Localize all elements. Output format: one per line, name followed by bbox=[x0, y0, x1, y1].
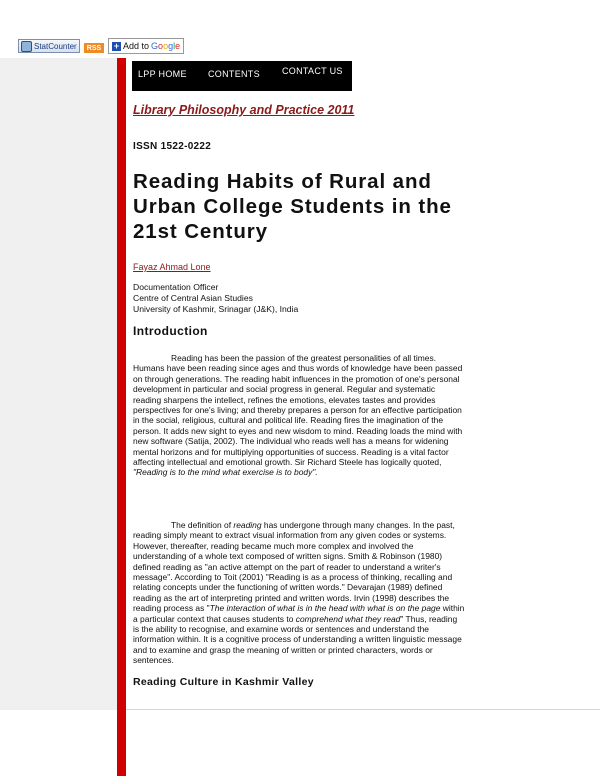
statcounter-icon bbox=[21, 41, 32, 52]
affiliation-line: University of Kashmir, Srinagar (J&K), India bbox=[133, 304, 299, 314]
affiliation-line: Documentation Officer bbox=[133, 282, 219, 292]
statcounter-badge[interactable] bbox=[18, 39, 80, 53]
nav-contents[interactable]: CONTENTS bbox=[208, 69, 260, 79]
left-margin-panel bbox=[0, 58, 117, 710]
author-affiliation bbox=[133, 282, 298, 315]
page-divider bbox=[126, 709, 600, 710]
issn: ISSN 1522-0222 bbox=[133, 141, 212, 152]
journal-link[interactable]: Library Philosophy and Practice 2011 bbox=[133, 103, 355, 117]
plus-icon: + bbox=[113, 40, 120, 51]
rss-badge[interactable]: RSS bbox=[84, 43, 104, 53]
google-wordmark: Google bbox=[151, 41, 181, 51]
add-to-google-button[interactable] bbox=[108, 38, 184, 54]
statcounter-label: StatCounter bbox=[34, 41, 77, 51]
badge-row bbox=[18, 38, 184, 54]
nav-lpp-home[interactable]: LPP HOME bbox=[138, 69, 187, 79]
affiliation-line: Centre of Central Asian Studies bbox=[133, 293, 253, 303]
add-to-label: Add to bbox=[123, 41, 150, 51]
red-side-rule bbox=[117, 58, 126, 776]
author-link[interactable]: Fayaz Ahmad Lone bbox=[133, 262, 211, 272]
nav-contact-us[interactable]: CONTACT US bbox=[282, 66, 343, 76]
section-heading-introduction: Introduction bbox=[133, 324, 208, 338]
section-heading-reading-culture: Reading Culture in Kashmir Valley bbox=[133, 676, 314, 688]
paragraph: The definition of reading has undergone through many changes. In the past, reading simply meant to extract visual information from any given codes or systems. However, thereafter, reading became much more complex and involved the understanding of a whole text composed of written signs. Smith & Robinson (1980) defined reading as "an active attempt on the part of reader to understand a writer's message". According to Toit (2001) "Reading is as a process of thinking, recalling and relating concepts under the functioning of written words." Devarajan (1989) defined reading as the art of interpreting printed and written words. Irvin (1998) describes the reading process as "The interaction of what is in the head with what is on the page within a particular context that causes students to comprehend what they read" Thus, reading is the ability to recognise, and examine words or sentences and understand the information within. It is a cognitive process of understanding a written linguistic message and to examine and grasp the meaning of written or printed characters, words or sentences. bbox=[133, 520, 465, 666]
top-nav-bar bbox=[132, 61, 352, 91]
article-title: Reading Habits of Rural and Urban College Students in the 21st Century bbox=[133, 170, 452, 243]
paragraph: Reading has been the passion of the greatest personalities of all times. Humans have been reading since ages and thus words of knowledge have been passed on through generations. The reading habit influences in the promotion of one's personal development in particular and social progress in general. Regular and systematic reading sharpens the intellect, refines the emotions, elevates tastes and provides perspectives for one's living; and thereby prepares a person for an effective participation in the social, religious, cultural and political life. Reading fires the imagination of the person. It adds new sight to eyes and new wisdom to mind. Reading loads the mind with new software (Satija, 2002). The individual who reads well has a means for widening mental horizons and for multiplying opportunities of success. Reading is a vital factor affecting intellectual and emotional growth. Sir Richard Steele has logically quoted, "Reading is to the mind what exercise is to body". bbox=[133, 353, 463, 478]
